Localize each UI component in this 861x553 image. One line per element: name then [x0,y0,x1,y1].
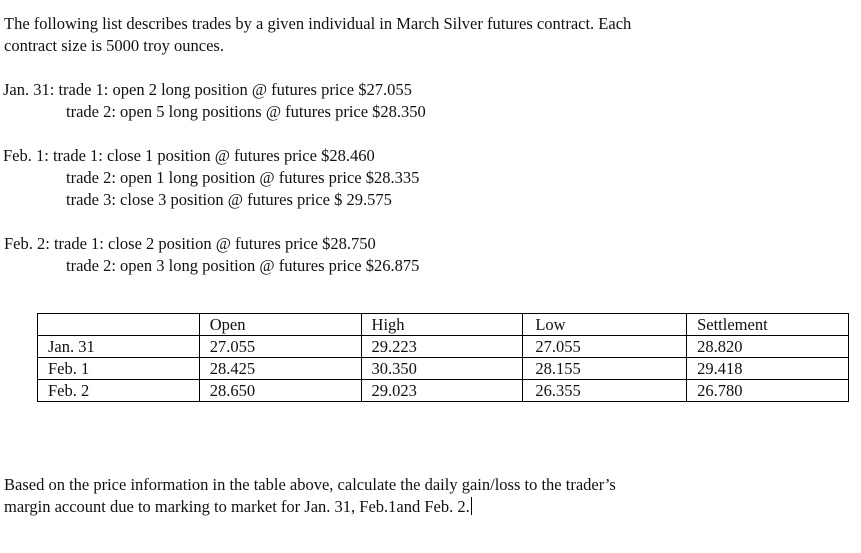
open-value: 28.650 [199,380,361,402]
low-value: 28.155 [523,358,687,380]
table-row [38,358,849,380]
header-cell-open: Open [199,314,361,336]
feb2-trade-1: Feb. 2: trade 1: close 2 position @ futures price $28.750 [4,234,376,253]
intro-line-1: The following list describes trades by a given individual in March Silver futures contract. Each [4,14,632,33]
jan31-trade-2: trade 2: open 5 long positions @ futures price $28.350 [66,102,426,121]
question-line-2-text: margin account due to marking to market for Jan. 31, Feb.1and Feb. 2. [4,497,470,516]
header-cell-high: High [361,314,523,336]
table-row [38,336,849,358]
high-value: 29.223 [361,336,523,358]
price-table [37,313,849,402]
settlement-value: 26.780 [687,380,849,402]
low-value: 26.355 [523,380,687,402]
open-value: 28.425 [199,358,361,380]
text-cursor [471,497,472,515]
feb1-trade-3: trade 3: close 3 position @ futures price $ 29.575 [66,190,392,209]
open-value: 27.055 [199,336,361,358]
header-cell-settlement: Settlement [687,314,849,336]
question-line-2 [4,496,472,518]
high-value: 29.023 [361,380,523,402]
feb2-trade-2: trade 2: open 3 long position @ futures price $26.875 [66,256,420,275]
row-label: Feb. 2 [38,380,200,402]
feb1-trade-1: Feb. 1: trade 1: close 1 position @ futures price $28.460 [3,146,375,165]
low-value: 27.055 [523,336,687,358]
feb1-trade-2: trade 2: open 1 long position @ futures price $28.335 [66,168,420,187]
settlement-value: 28.820 [687,336,849,358]
intro-line-2: contract size is 5000 troy ounces. [4,36,224,55]
table-row [38,380,849,402]
settlement-value: 29.418 [687,358,849,380]
table-header-row [38,314,849,336]
question-line-1: Based on the price information in the table above, calculate the daily gain/loss to the trader’s [4,475,616,494]
header-cell-blank [38,314,200,336]
row-label: Jan. 31 [38,336,200,358]
jan31-trade-1: Jan. 31: trade 1: open 2 long position @ futures price $27.055 [3,80,412,99]
row-label: Feb. 1 [38,358,200,380]
header-cell-low: Low [523,314,687,336]
high-value: 30.350 [361,358,523,380]
